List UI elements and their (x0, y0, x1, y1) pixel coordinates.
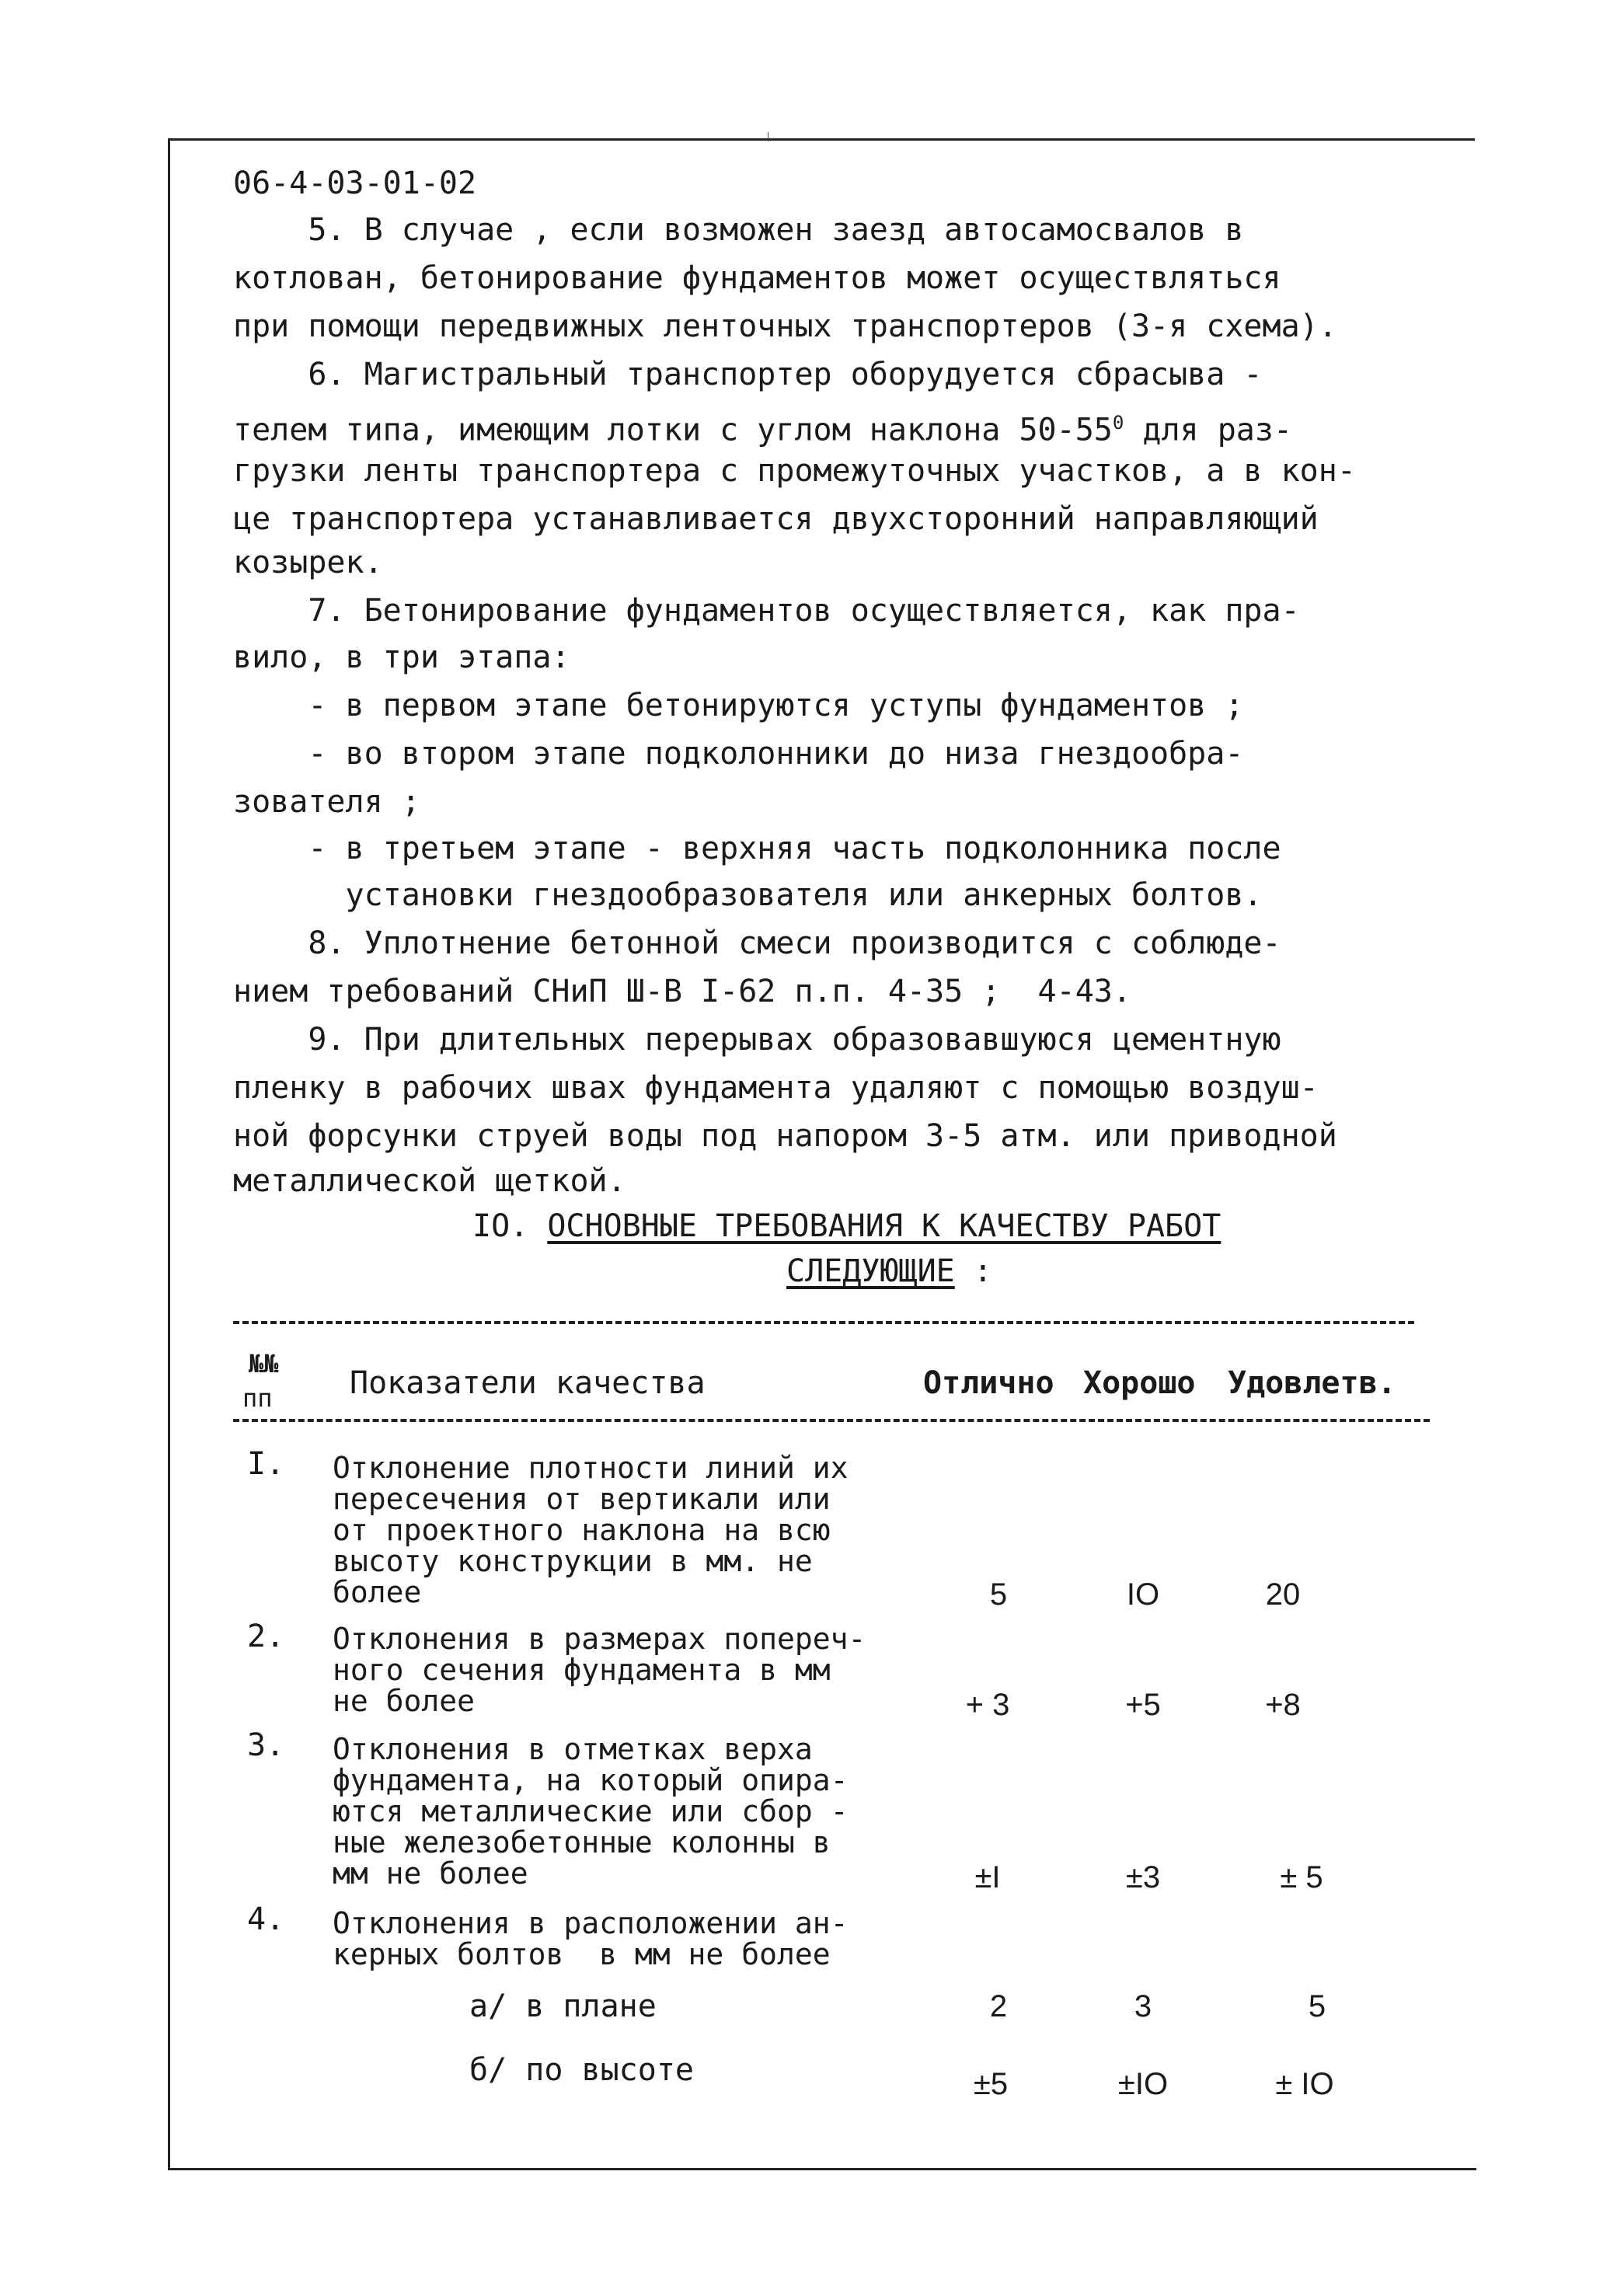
row-1-number: I. (247, 1446, 285, 1482)
row-3-excellent: ±I (974, 1860, 1001, 1894)
row-4b-label: б/ по высоте (469, 2052, 694, 2088)
row-4b-satisfactory: ± IO (1275, 2067, 1334, 2101)
para5-line1: 5. В случае , если возможен заезд автосамосвалов в (233, 212, 1244, 248)
para5-line2: котлован, бетонирование фундаментов может осуществляться (233, 260, 1281, 296)
row-2-satisfactory: +8 (1265, 1688, 1301, 1722)
row-1-line2: пересечения от вертикали или (333, 1482, 831, 1516)
header-excellent: Отлично (923, 1365, 1054, 1401)
row-3-line1: Отклонения в отметках верха (333, 1732, 813, 1766)
section-10-title-line1: ОСНОВНЫЕ ТРЕБОВАНИЯ К КАЧЕСТВУ РАБОТ (547, 1208, 1221, 1244)
row-3-line3: ются металлические или сбор - (333, 1794, 849, 1828)
header-number-top: №№ (249, 1349, 279, 1378)
section-10-title-line2: СЛЕДУЮЩИЕ (786, 1253, 955, 1289)
para6-line1: 6. Магистральный транспортер оборудуется сбрасыва - (233, 357, 1263, 392)
para6-line5: козырек. (233, 545, 383, 580)
row-4a-good: 3 (1134, 1989, 1152, 2023)
row-3-line4: ные железобетонные колонны в (333, 1825, 831, 1859)
row-4b-excellent: ±5 (973, 2067, 1009, 2101)
row-3-good: ±3 (1125, 1860, 1161, 1894)
section-10-heading (472, 1208, 1221, 1245)
header-satisfactory: Удовлетв. (1228, 1365, 1396, 1401)
degree-superscript: 0 (1112, 412, 1124, 434)
row-4-line1: Отклонения в расположении ан- (333, 1906, 849, 1940)
row-3-number: 3. (247, 1727, 285, 1763)
row-2-line3: не более (333, 1684, 476, 1718)
para6-line3: грузки ленты транспортера с промежуточных участков, а в кон- (233, 453, 1356, 489)
row-3-satisfactory: ± 5 (1280, 1860, 1323, 1894)
document-code: 06-4-03-01-02 (233, 166, 477, 201)
row-4a-label: а/ в плане (469, 1988, 657, 2024)
table-top-rule (233, 1321, 1414, 1324)
row-2-line1: Отклонения в размерах попереч- (333, 1622, 866, 1656)
row-1-line4: высоту конструкции в мм. не (333, 1544, 813, 1578)
section-10-heading-line2: СЛЕДУЮЩИЕ : (786, 1253, 992, 1289)
header-indicator: Показатели качества (350, 1365, 706, 1401)
para7-line3: - в первом этапе бетонируются уступы фундаментов ; (233, 688, 1244, 723)
page-frame-bottom-rule (168, 2168, 1476, 2170)
para7-line1: 7. Бетонирование фундаментов осуществляется, как пра- (233, 593, 1300, 629)
para9-line3: ной форсунки струей воды под напором 3-5 атм. или приводной (233, 1118, 1337, 1154)
para9-line2: пленку в рабочих швах фундамента удаляют с помощью воздуш- (233, 1070, 1319, 1106)
para5-line3: при помощи передвижных ленточных транспортеров (3-я схема). (233, 308, 1337, 344)
para7-line5: зователя ; (233, 784, 420, 820)
para9-line4: металлической щеткой. (233, 1163, 626, 1199)
row-1-line1: Отклонение плотности линий их (333, 1451, 849, 1485)
page-frame-left-rule (168, 138, 170, 2168)
para7-line7: установки гнездообразователя или анкерных болтов. (233, 877, 1263, 913)
para7-line2: вило, в три этапа: (233, 640, 570, 675)
row-4a-excellent: 2 (989, 1989, 1008, 2023)
row-2-number: 2. (247, 1619, 285, 1654)
row-3-line2: фундамента, на который опира- (333, 1763, 849, 1797)
para7-line4: - во втором этапе подколонники до низа гнездообра- (233, 736, 1244, 772)
row-4-number: 4. (247, 1901, 285, 1937)
para6-line2: телем типа, имеющим лотки с углом наклона $50-55^0$ для раз- (233, 412, 1293, 448)
section-10-number: IO. (472, 1208, 529, 1244)
row-1-line3: от проектного наклона на всю (333, 1513, 831, 1547)
row-2-line2: ного сечения фундамента в мм (333, 1653, 831, 1687)
row-4a-satisfactory: 5 (1308, 1989, 1326, 2023)
page-frame-top-rule (169, 138, 1475, 141)
row-2-excellent: + 3 (965, 1688, 1010, 1722)
row-1-good: IO (1126, 1577, 1160, 1612)
row-1-satisfactory: 20 (1265, 1577, 1301, 1612)
para8-line1: 8. Уплотнение бетонной смеси производится с соблюде- (233, 925, 1281, 961)
row-4b-good: ±IO (1117, 2067, 1169, 2101)
header-good: Хорошо (1083, 1365, 1196, 1401)
row-3-line5: мм не более (333, 1856, 528, 1891)
para8-line2: нием требований СНиП Ш-В I-62 п.п. 4-35 ; 4-43. (233, 974, 1131, 1009)
row-1-line5: более (333, 1575, 422, 1609)
para9-line1: 9. При длительных перерывах образовавшуюся цементную (233, 1022, 1281, 1058)
header-number-bottom: пп (242, 1383, 273, 1413)
para6-line4: це транспортера устанавливается двухсторонний направляющий (233, 501, 1319, 537)
row-4-line2: керных болтов в мм не более (333, 1937, 831, 1971)
row-1-excellent: 5 (989, 1577, 1008, 1612)
table-header-rule (233, 1419, 1430, 1422)
row-2-good: +5 (1125, 1688, 1161, 1722)
para7-line6: - в третьем этапе - верхняя часть подколонника после (233, 831, 1281, 866)
